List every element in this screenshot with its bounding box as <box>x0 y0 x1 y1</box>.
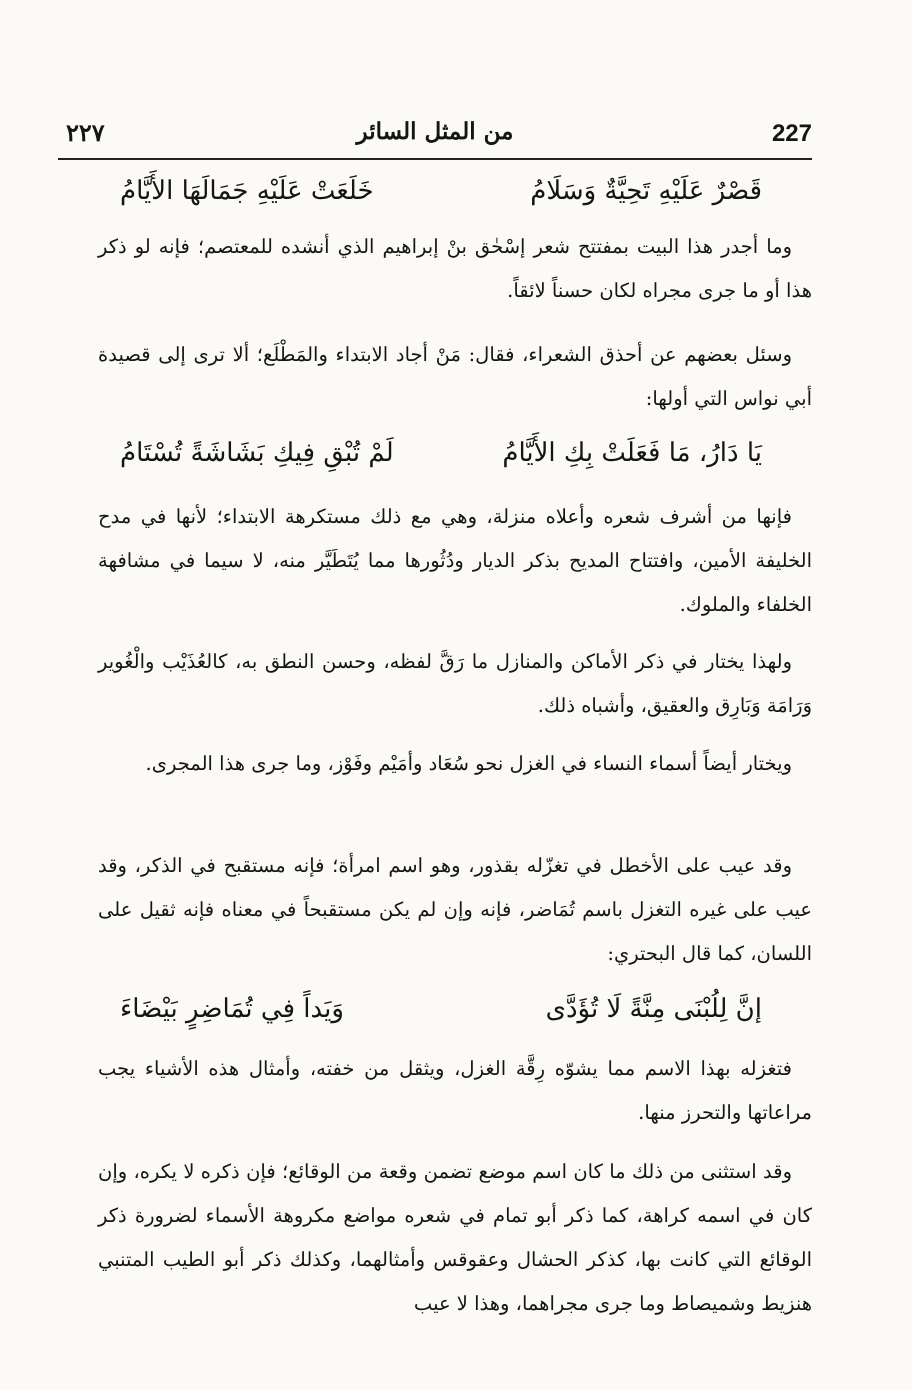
verse-3 <box>100 994 812 1038</box>
verse-2 <box>100 438 812 482</box>
paragraph-6: وقد عيب على الأخطل في تغزّله بقذور، وهو اسم امرأة؛ فإنه مستقبح في الذكر، وقد عيب على غيره التغزل باسم تُمَاضر، فإنه وإن لم يكن مستقبحاً في معناه فإنه ثقيل على اللسان، كما قال البحتري: <box>98 854 812 965</box>
verse-1-first-hemistich: قَصْرٌ عَلَيْهِ تَحِيَّةٌ وَسَلَامُ <box>530 176 762 206</box>
page-number-arabic: ٢٢٧ <box>66 118 105 147</box>
verse-3-first-hemistich: إنَّ لِلُبْنَى مِنَّةً لَا تُؤَدَّى <box>545 994 762 1024</box>
paragraph-8: وقد استثنى من ذلك ما كان اسم موضع تضمن وقعة من الوقائع؛ فإن ذكره لا يكره، وإن كان في اسمه كراهة، كما ذكر أبو تمام في شعره مواضع مكروهة الأسماء لضرورة ذكر الوقائع التي كانت بها، كذكر الحشال وعقوقس وأمثالهما، وكذلك ذكر أبو الطيب المتنبي هنزيط وشميصاط وما جرى مجراهما، وهذا لا عيب <box>98 1160 812 1315</box>
paragraph-2: وسئل بعضهم عن أحذق الشعراء، فقال: مَنْ أجاد الابتداء والمَطْلَع؛ ألا ترى إلى قصيدة أبي نواس التي أولها: <box>98 343 812 410</box>
verse-2-second-hemistich: لَمْ تُبْقِ فِيكِ بَشَاشَةً تُسْتَامُ <box>120 438 394 468</box>
paragraph-1: وما أجدر هذا البيت بمفتتح شعر إسْحٰق بنْ إبراهيم الذي أنشده للمعتصم؛ فإنه لو ذكر هذا أو ما جرى مجراه لكان حسناً لائقاً. <box>98 235 812 302</box>
page-number-latin: 227 <box>771 120 812 147</box>
running-title: من المثل السائر <box>356 118 514 145</box>
verse-1 <box>100 176 812 220</box>
paragraph-3: فإنها من أشرف شعره وأعلاه منزلة، وهي مع ذلك مستكرهة الابتداء؛ لأنها في مدح الخليفة الأمين، وافتتاح المديح بذكر الديار ودُثُورها مما يُتَطَيَّر منه، لا سيما في مشافهة الخلفاء والملوك. <box>98 505 812 616</box>
paragraph-5: ويختار أيضاً أسماء النساء في الغزل نحو سُعَاد وأمَيْم وفَوْز، وما جرى هذا المجرى. <box>145 752 792 775</box>
paragraph-4: ولهذا يختار في ذكر الأماكن والمنازل ما رَقَّ لفظه، وحسن النطق به، كالعُذَيْب والْغُوير وَرَامَة وَبَارِق والعقيق، وأشباه ذلك. <box>98 650 812 717</box>
paragraph-7: فتغزله بهذا الاسم مما يشوّه رِقَّة الغزل، ويثقل من خفته، وأمثال هذه الأشياء يجب مراعاتها والتحرز منها. <box>98 1057 812 1124</box>
page-header <box>58 118 812 160</box>
verse-1-second-hemistich: خَلَعَتْ عَلَيْهِ جَمَالَهَا الأَيَّامُ <box>120 176 374 206</box>
verse-2-first-hemistich: يَا دَارُ، مَا فَعَلَتْ بِكِ الأَيَّامُ <box>502 438 762 468</box>
verse-3-second-hemistich: وَيَداً فِي تُمَاضِرٍ بَيْضَاءَ <box>120 994 344 1024</box>
